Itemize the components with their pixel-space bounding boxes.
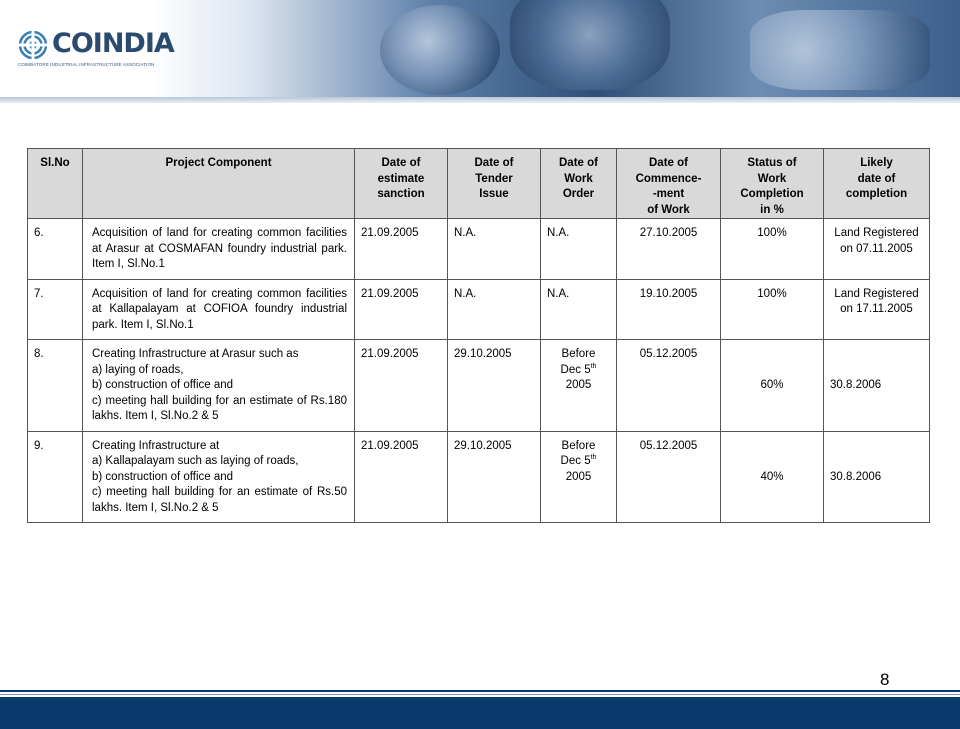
cell-likely: 30.8.2006 [824,340,930,432]
logo-mark-icon [18,30,48,60]
cell-component: Acquisition of land for creating common facilities at Kallapalayam at COFIOA foundry industrial park. Item I, Sl.No.1 [83,279,355,340]
cell-status: 60% [721,340,824,432]
project-status-table [27,148,930,523]
page-number: 8 [880,670,890,689]
cell-component: Acquisition of land for creating common facilities at Arasur at COSMAFAN foundry industrial park. Item I, Sl.No.1 [83,219,355,280]
coindia-logo [18,28,174,70]
cell-estimate: 21.09.2005 [355,340,448,432]
table-row [28,340,930,432]
footer-divider [0,690,960,692]
cell-tender: 29.10.2005 [448,431,541,523]
footer-bar [0,697,960,729]
cell-likely: 30.8.2006 [824,431,930,523]
cell-likely: Land Registered on 07.11.2005 [824,219,930,280]
header-banner [0,0,960,97]
cell-tender: N.A. [448,279,541,340]
cell-tender: N.A. [448,219,541,280]
table-row [28,431,930,523]
cell-commencement: 19.10.2005 [617,279,721,340]
table-header-row [28,149,930,219]
cell-work-order: N.A. [541,219,617,280]
cell-work-order: Before Dec 5th 2005 [541,340,617,432]
cell-estimate: 21.09.2005 [355,219,448,280]
cell-commencement: 27.10.2005 [617,219,721,280]
header-estimate-sanction: Date of estimate sanction [355,149,448,219]
header-project-component: Project Component [83,149,355,219]
header-commencement: Date of Commence- -ment of Work [617,149,721,219]
header-status-completion: Status of Work Completion in % [721,149,824,219]
logo-subtitle: COIMBATORE INDUSTRIAL INFRASTRUCTURE ASSOCIATION [18,62,155,67]
table-row [28,219,930,280]
cell-estimate: 21.09.2005 [355,279,448,340]
cell-slno: 6. [28,219,83,280]
header-tender-issue: Date of Tender Issue [448,149,541,219]
cell-status: 100% [721,219,824,280]
cell-work-order: Before Dec 5th 2005 [541,431,617,523]
header-slno: Sl.No [28,149,83,219]
cell-status: 100% [721,279,824,340]
banner-image [150,0,960,97]
table-row [28,279,930,340]
header-divider [0,97,960,103]
footer-divider-thin [0,694,960,695]
cell-tender: 29.10.2005 [448,340,541,432]
cell-commencement: 05.12.2005 [617,431,721,523]
logo-text: COINDIA [52,28,174,59]
cell-slno: 7. [28,279,83,340]
cell-status: 40% [721,431,824,523]
cell-likely: Land Registered on 17.11.2005 [824,279,930,340]
cell-slno: 8. [28,340,83,432]
cell-component: Creating Infrastructure at Arasur such as a) laying of roads, b) construction of office and c) meeting hall building for an estimate of Rs.180 lakhs. Item I, Sl.No.2 & 5 [83,340,355,432]
cell-work-order: N.A. [541,279,617,340]
cell-component: Creating Infrastructure at a) Kallapalayam such as laying of roads, b) construction of office and c) meeting hall building for an estimate of Rs.50 lakhs. Item I, Sl.No.2 & 5 [83,431,355,523]
cell-estimate: 21.09.2005 [355,431,448,523]
cell-commencement: 05.12.2005 [617,340,721,432]
header-work-order: Date of Work Order [541,149,617,219]
cell-slno: 9. [28,431,83,523]
header-likely-completion: Likely date of completion [824,149,930,219]
